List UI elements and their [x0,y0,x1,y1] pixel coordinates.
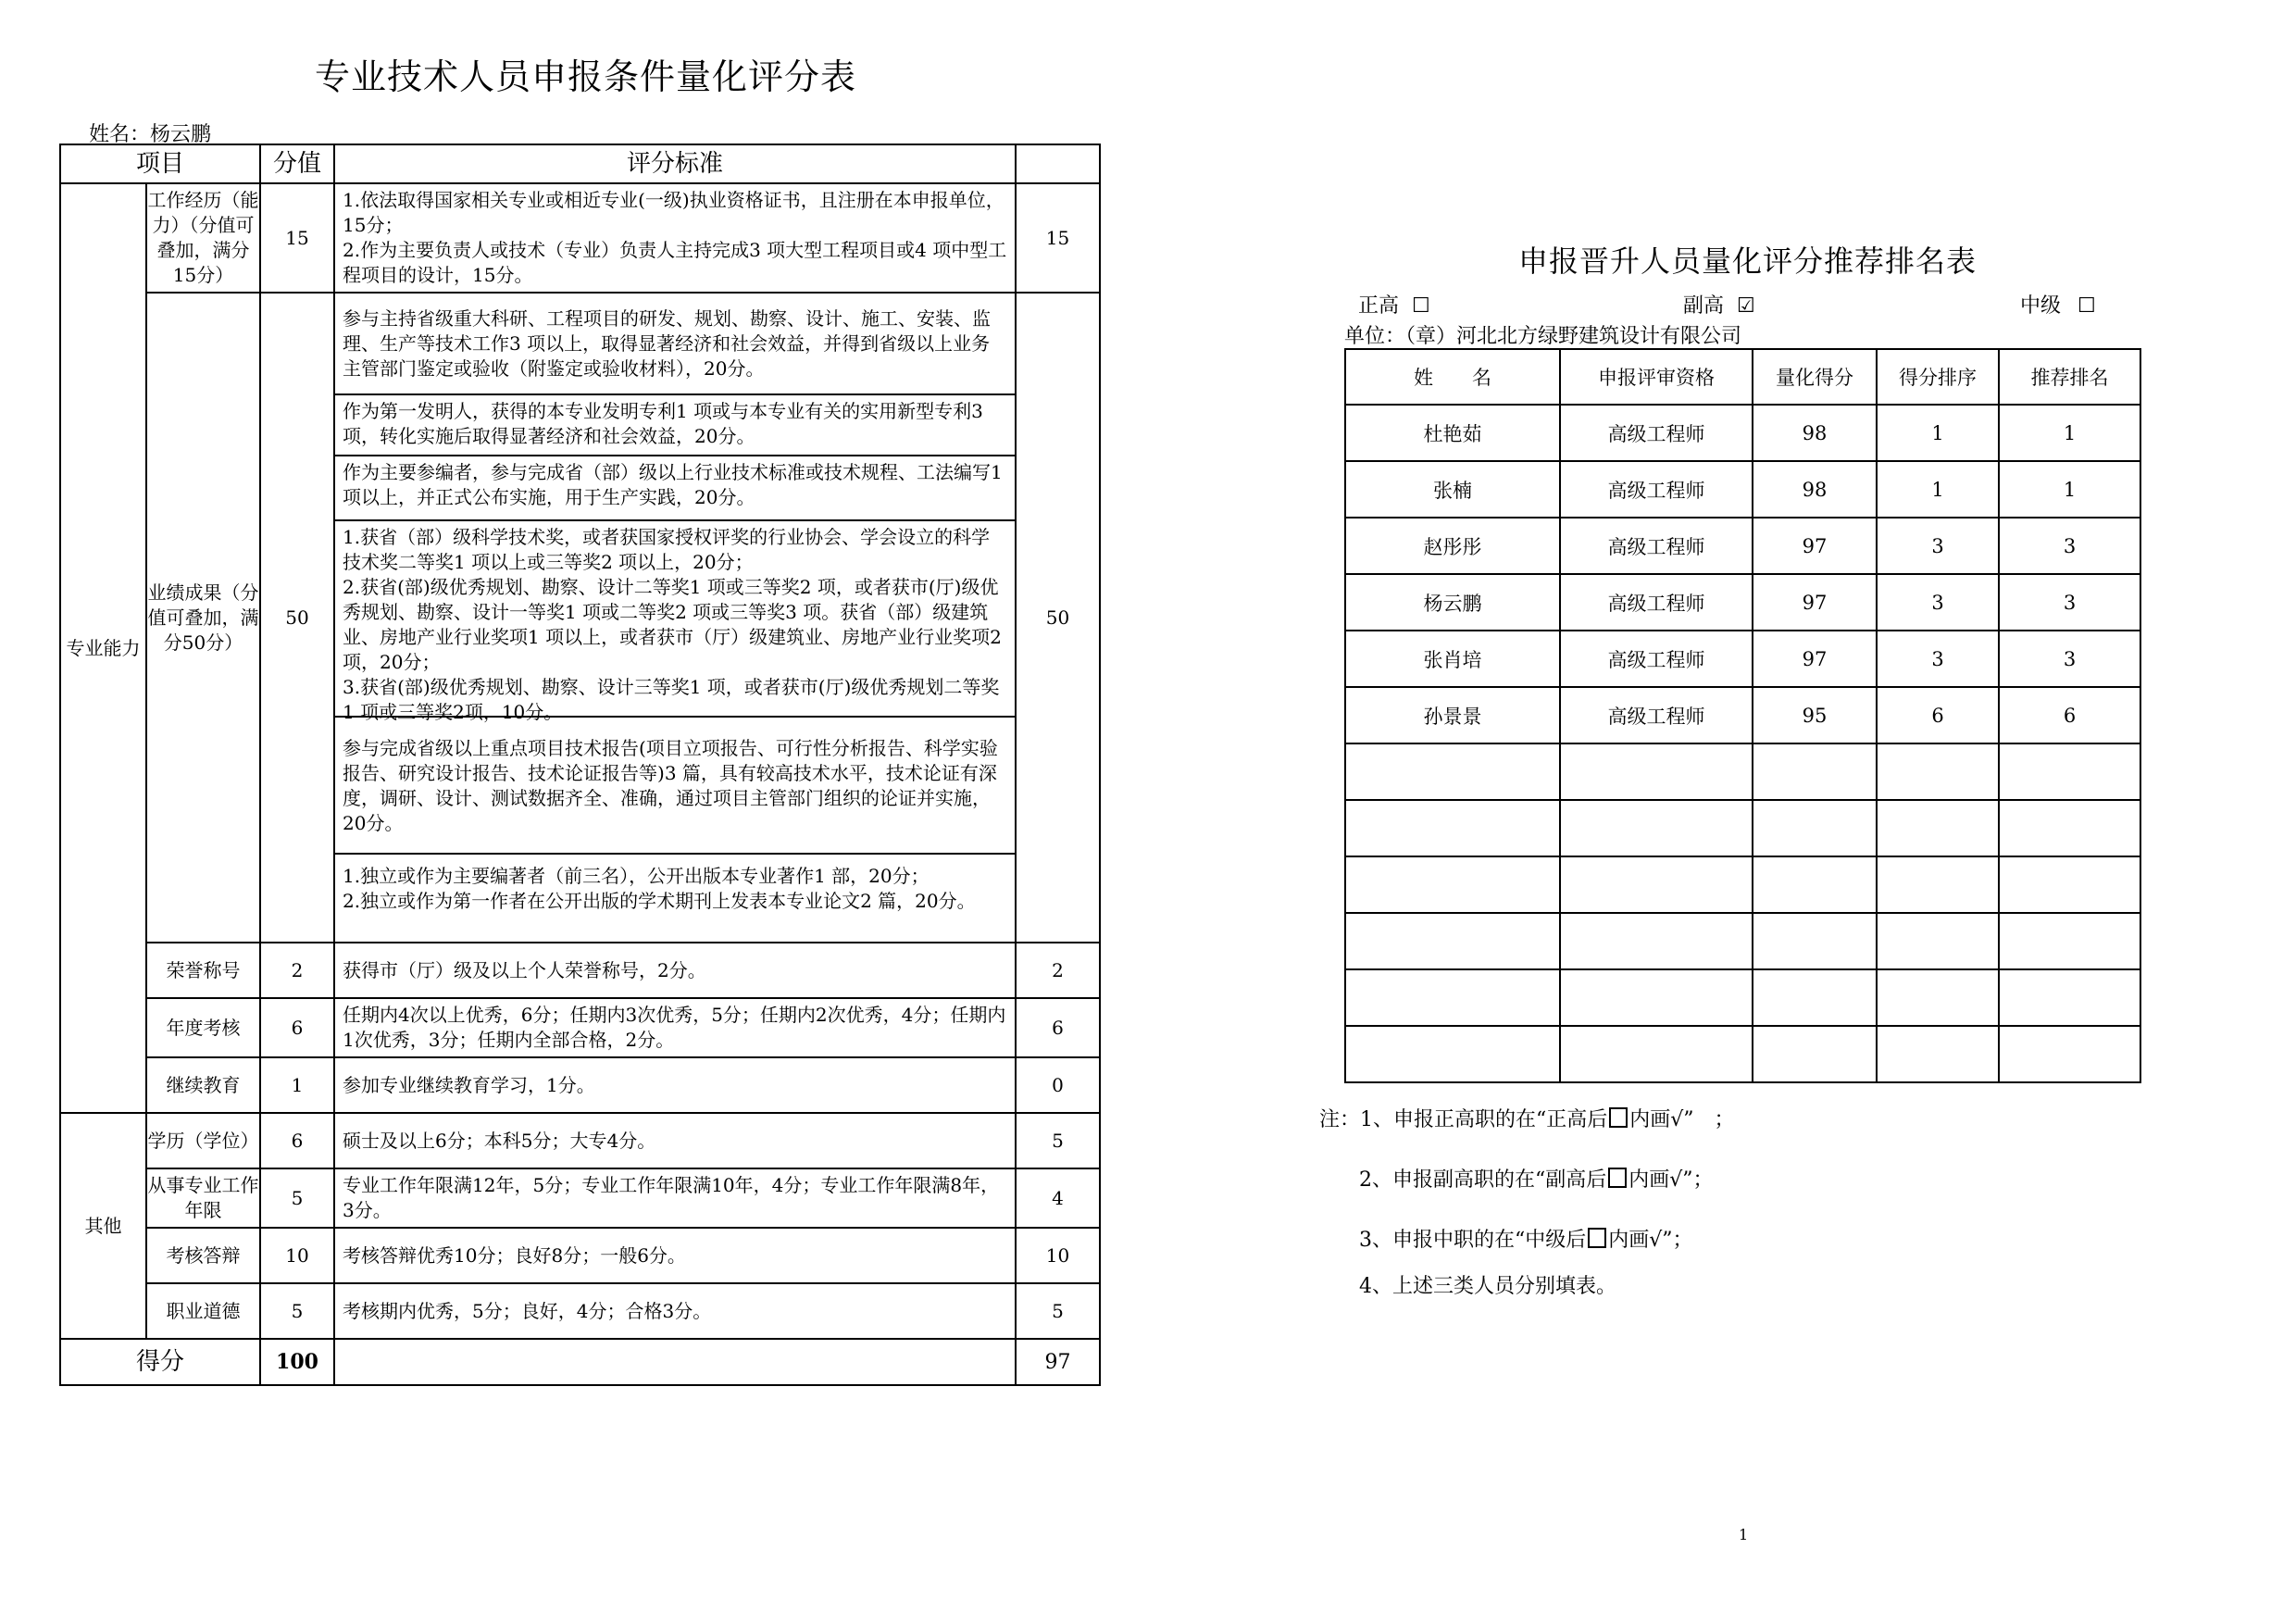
rank-recommend [1999,1026,2140,1082]
rank-name [1345,1026,1560,1082]
rank-qualification [1560,856,1753,913]
ranking-header-2: 申报评审资格 [1560,349,1753,405]
table-row [1345,687,2140,743]
rank-score: 98 [1753,461,1877,518]
total-row [60,1339,1100,1385]
applicant-name: 姓名：杨云鹏 [89,123,212,146]
header-criteria: 评分标准 [334,144,1016,183]
score-table-title: 专业技术人员申报条件量化评分表 [315,56,857,97]
rank-name: 杜艳茹 [1345,405,1560,461]
criteria-cell: 考核答辩优秀10分；良好8分；一般6分。 [334,1228,1016,1283]
rank-order [1877,800,1999,856]
table-row [1345,913,2140,969]
total-points: 100 [260,1339,334,1385]
score-cell: 4 [1016,1168,1100,1228]
rank-order: 1 [1877,461,1999,518]
ranking-header-4: 得分排序 [1877,349,1999,405]
group-professional: 专业能力 [60,183,146,1113]
item-defense: 考核答辩 [146,1228,260,1283]
rank-order: 3 [1877,631,1999,687]
rank-name: 张楠 [1345,461,1560,518]
rank-score: 97 [1753,631,1877,687]
table-row [1345,518,2140,574]
rank-score [1753,800,1877,856]
header-score [1016,144,1100,183]
table-row [60,1168,1100,1228]
note-1: 注：1、申报正高职的在“正高后 内画√” ； [1319,1108,1735,1131]
rank-recommend [1999,969,2140,1026]
score-cell: 5 [1016,1113,1100,1168]
header-item: 项目 [60,144,260,183]
rank-qualification [1560,743,1753,800]
item-honor: 荣誉称号 [146,943,260,998]
note-4: 4、上述三类人员分别填表。 [1359,1275,1616,1298]
table-row [60,1283,1100,1339]
rank-order [1877,969,1999,1026]
rank-order [1877,856,1999,913]
rank-name [1345,743,1560,800]
criteria-cell: 参加专业继续教育学习，1分。 [334,1057,1016,1113]
checkbox-vice-icon[interactable]: ☑ [1737,294,1755,318]
criteria-cell: 硕士及以上6分；本科5分；大专4分。 [334,1113,1016,1168]
rank-qualification: 高级工程师 [1560,574,1753,631]
table-row [60,943,1100,998]
rank-recommend: 3 [1999,631,2140,687]
table-row [60,1113,1100,1168]
table-row [60,1228,1100,1283]
item-work-experience: 工作经历（能力）（分值可叠加，满分15分） [146,183,260,293]
rank-score [1753,913,1877,969]
points-cell: 6 [260,998,334,1057]
item-continuing-education: 继续教育 [146,1057,260,1113]
rank-qualification: 高级工程师 [1560,461,1753,518]
points-cell: 15 [260,183,334,293]
rank-score: 97 [1753,518,1877,574]
ranking-table [1344,348,2141,1083]
rank-score [1753,969,1877,1026]
points-cell: 5 [260,1283,334,1339]
rank-order: 6 [1877,687,1999,743]
table-row [1345,743,2140,800]
criteria-cell: 考核期内优秀，5分；良好，4分；合格3分。 [334,1283,1016,1339]
rank-qualification: 高级工程师 [1560,687,1753,743]
criteria-cell: 任期内4次以上优秀，6分；任期内3次优秀，5分；任期内2次优秀，4分；任期内1次优秀，3分；任期内全部合格，2分。 [334,998,1016,1057]
points-cell: 50 [260,293,334,943]
points-cell: 6 [260,1113,334,1168]
rank-recommend [1999,743,2140,800]
score-cell: 0 [1016,1057,1100,1113]
table-row [1345,1026,2140,1082]
rank-qualification: 高级工程师 [1560,405,1753,461]
rank-order [1877,743,1999,800]
criteria-cell: 获得市（厅）级及以上个人荣誉称号，2分。 [334,943,1016,998]
item-ethics: 职业道德 [146,1283,260,1339]
note-2: 2、申报副高职的在“副高后 内画√”； [1359,1168,1714,1192]
points-cell: 1 [260,1057,334,1113]
checkbox-senior-icon[interactable]: ☐ [1412,294,1430,318]
rank-recommend [1999,800,2140,856]
points-cell: 10 [260,1228,334,1283]
rank-qualification [1560,1026,1753,1082]
note-3: 3、申报中职的在“中级后 内画√”； [1359,1229,1693,1252]
table-row [1345,405,2140,461]
square-icon [1588,1228,1606,1248]
rank-order [1877,913,1999,969]
table-row [1345,969,2140,1026]
rank-score: 95 [1753,687,1877,743]
table-row [1345,856,2140,913]
ranking-header-1: 姓 名 [1345,349,1560,405]
table-row [60,1057,1100,1113]
rank-name [1345,800,1560,856]
page-number: 1 [1739,1526,1749,1543]
rank-score [1753,1026,1877,1082]
points-cell: 2 [260,943,334,998]
criteria-cell: 1.依法取得国家相关专业或相近专业(一级)执业资格证书，且注册在本申报单位，15分； 2.作为主要负责人或技术（专业）负责人主持完成3 项大型工程项目或4 项中型工程项目的设计，15分。 [334,183,1016,293]
level-mid: 中级 ☐ [2020,294,2096,318]
rank-score [1753,856,1877,913]
ranking-header-row [1345,349,2140,405]
rank-name [1345,856,1560,913]
rank-name: 孙景景 [1345,687,1560,743]
rank-name [1345,969,1560,1026]
rank-order: 1 [1877,405,1999,461]
criteria-cell: 参与主持省级重大科研、工程项目的研发、规划、勘察、设计、施工、安装、监理、生产等技术工作3 项以上，取得显著经济和社会效益，并得到省级以上业务主管部门鉴定或验收（附鉴定或验收材料），20分。 作为第一发明人，获得的本专业发明专利1 项或与本专业有关的实用新型专利3项，转化实施后取得显著经济和社会效益，20分。 作为主要参编者，参与完成省（部）级以上行业技术标准或技术规程、工法编写1项以上，并正式公布实施，用于生产实践，20分。 1.获省（部）级科学技术奖，或者获国家授权评奖的行业协会、学会设立的科学技术奖二等奖1 项以上或三等奖2 项以上，20分； 2.获省(部)级优秀规划、勘察、设计二等奖1 项或三等奖2 项，或者获市(厅)级优秀规划、勘察、设计一等奖1 项或二等奖2 项或三等奖3 项。获省（部）级建筑业、房地产业行业奖项1 项以上，或者获市（厅）级建筑业、房地产业行业奖项2 项，20分； 3.获省(部)级优秀规划、勘察、设计三等奖1 项，或者获市(厅)级优秀规划二等奖1 项或三等奖2项，10分。 参与完成省级以上重点项目技术报告(项目立项报告、可行性分析报告、科学实验报告、研究设计报告、技术论证报告等)3 篇，具有较高技术水平，技术论证有深度，调研、设计、测试数据齐全、准确，通过项目主管部门组织的论证并实施，20分。 1.独立或作为主要编著者（前三名），公开出版本专业著作1 部，20分； 2.独立或作为第一作者在公开出版的学术期刊上发表本专业论文2 篇，20分。 [334,293,1016,943]
rank-recommend: 6 [1999,687,2140,743]
total-criteria-empty [334,1339,1016,1385]
item-annual-review: 年度考核 [146,998,260,1057]
rank-recommend [1999,856,2140,913]
table-row [1345,800,2140,856]
square-icon [1609,1107,1628,1128]
score-cell: 5 [1016,1283,1100,1339]
table-row [1345,574,2140,631]
rank-score: 98 [1753,405,1877,461]
score-cell: 15 [1016,183,1100,293]
criteria-cell: 专业工作年限满12年，5分；专业工作年限满10年，4分；专业工作年限满8年，3分。 [334,1168,1016,1228]
group-other: 其他 [60,1113,146,1339]
rank-name: 张肖培 [1345,631,1560,687]
level-senior: 正高 ☐ [1358,294,1430,318]
item-work-years: 从事专业工作年限 [146,1168,260,1228]
unit-label: 单位：（章）河北北方绿野建筑设计有限公司 [1344,325,1742,348]
item-degree: 学历（学位） [146,1113,260,1168]
rank-score: 97 [1753,574,1877,631]
rank-recommend: 1 [1999,461,2140,518]
rank-recommend: 1 [1999,405,2140,461]
table-row [1345,461,2140,518]
points-cell: 5 [260,1168,334,1228]
total-score: 97 [1016,1339,1100,1385]
rank-name: 杨云鹏 [1345,574,1560,631]
total-label: 得分 [60,1339,260,1385]
table-row [60,998,1100,1057]
rank-recommend [1999,913,2140,969]
square-icon [1608,1168,1627,1188]
ranking-header-5: 推荐排名 [1999,349,2140,405]
score-cell: 10 [1016,1228,1100,1283]
score-cell: 6 [1016,998,1100,1057]
rank-recommend: 3 [1999,518,2140,574]
ranking-table-title: 申报晋升人员量化评分推荐排名表 [1518,244,1978,279]
item-achievements: 业绩成果（分值可叠加，满分50分） [146,293,260,943]
rank-qualification: 高级工程师 [1560,631,1753,687]
rank-order: 3 [1877,574,1999,631]
table-row [1345,631,2140,687]
rank-qualification [1560,913,1753,969]
rank-name [1345,913,1560,969]
score-table-header [60,144,1100,183]
rank-name: 赵彤彤 [1345,518,1560,574]
rank-order [1877,1026,1999,1082]
rank-order: 3 [1877,518,1999,574]
table-row [60,293,1100,943]
rank-qualification: 高级工程师 [1560,518,1753,574]
level-vice: 副高 ☑ [1683,294,1755,318]
checkbox-mid-icon[interactable]: ☐ [2078,294,2096,318]
score-cell: 50 [1016,293,1100,943]
score-cell: 2 [1016,943,1100,998]
header-points: 分值 [260,144,334,183]
rank-recommend: 3 [1999,574,2140,631]
ranking-header-3: 量化得分 [1753,349,1877,405]
score-table [59,144,1101,1386]
rank-qualification [1560,800,1753,856]
rank-qualification [1560,969,1753,1026]
table-row [60,183,1100,293]
rank-score [1753,743,1877,800]
